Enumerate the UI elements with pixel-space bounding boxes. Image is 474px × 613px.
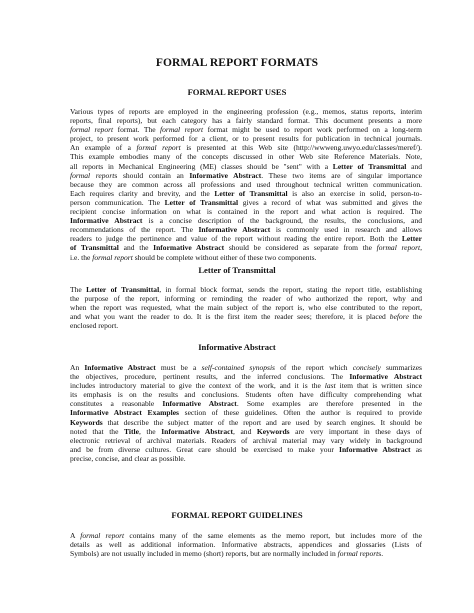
section-heading-report-guidelines: FORMAL REPORT GUIDELINES bbox=[171, 510, 303, 520]
section-heading-letter-of-transmittal: Letter of Transmittal bbox=[198, 265, 276, 275]
text-line: the purpose of the report, informing or reminding the reader of who authorized the report, why and bbox=[70, 294, 422, 304]
text-line: The Letter of Transmittal, in formal block format, sends the report, stating the report title, establishing bbox=[70, 285, 422, 294]
text-line: A formal report contains many of the same elements as the memo report, but includes more of the bbox=[70, 531, 422, 540]
text-line-with-link[interactable]: An example of a formal report is presented at this Web site (http://wwweng.uwyo.edu/classes/meref/). bbox=[70, 143, 422, 153]
text-line: details as well as additional information. Informative abstracts, appendices and glossaries (Lists of bbox=[70, 540, 422, 550]
text-line: Keywords that describe the subject matter of the report and are used by search engines. It should be bbox=[70, 417, 422, 427]
text-line: and be from diverse cultures. Great care should be exercised to make your Informative Abstract as bbox=[70, 444, 422, 454]
text-line: constitutes a reasonable Informative Abstract. Some examples are therefore presented in the bbox=[70, 399, 422, 409]
text-line: the objectives, procedure, pertinent results, and the inferred conclusions. The Informative Abstract bbox=[70, 372, 422, 382]
text-line: Symbols) are not usually included in memo (short) reports, but are normally included in formal reports. bbox=[70, 549, 384, 559]
paragraph-report-guidelines bbox=[70, 531, 422, 558]
text-line: Various types of reports are employed in the engineering profession (e.g., memos, status reports, interim bbox=[70, 107, 422, 116]
text-line: Informative Abstract is a concise description of the background, the results, the conclusions, and bbox=[70, 216, 422, 226]
text-line: project, to present work performed for a client, or to present results for publication in technical journals. bbox=[70, 134, 422, 144]
text-line: all reports in Mechanical Engineering (ME) classes should be "sent" with a Letter of Transmittal and bbox=[70, 161, 422, 171]
text-line: enclosed report. bbox=[70, 321, 119, 331]
text-line: i.e. the formal report should be complete without either of these two components. bbox=[70, 252, 317, 262]
text-line: formal report format. The formal report format might be used to report work performed on a long-term bbox=[70, 125, 422, 135]
text-line: recipient concise information on what is contained in the report and what action is required. The bbox=[70, 207, 422, 217]
section-heading-informative-abstract: Informative Abstract bbox=[198, 342, 276, 352]
text-line: when the report was requested, what the main subject of the report is, who else contributed to the report, bbox=[70, 303, 422, 313]
text-line: includes introductory material to give the context of the work, and it is the last item that is written since bbox=[70, 381, 422, 391]
paragraph-informative-abstract bbox=[70, 363, 422, 463]
paragraph-report-uses bbox=[70, 107, 422, 262]
text-line: Each requires clarity and brevity, and the Letter of Transmittal is also an exercise in solid, person-to- bbox=[70, 188, 422, 198]
text-line: recommendations of the report. The Informative Abstract is commonly used in research and allows bbox=[70, 225, 422, 235]
section-heading-report-uses: FORMAL REPORT USES bbox=[187, 87, 287, 97]
text-line: An Informative Abstract must be a self-contained synopsis of the report which concisely summarizes bbox=[70, 363, 422, 372]
text-line: noted that the Title, the Informative Abstract, and Keywords are very important in these days of bbox=[70, 426, 422, 436]
text-line: and what you want the reader to do. It is the first item the reader sees; therefore, it is placed before the bbox=[70, 312, 422, 322]
text-line: formal reports should contain an Informative Abstract. These two items are of singular importance bbox=[70, 170, 422, 180]
text-line: of Transmittal and the Informative Abstract should be considered as separate from the formal report, bbox=[70, 243, 422, 253]
paragraph-letter-of-transmittal bbox=[70, 285, 422, 330]
text-line: its emphasis is on the results and conclusions. Students often have difficulty comprehending what bbox=[70, 390, 422, 400]
text-line: This example embodies many of the concepts discussed in other Web site Reference Materials. Note, bbox=[70, 152, 422, 162]
text-line: reports, final reports), but each category has a fairly standard format. This document presents a more bbox=[70, 116, 422, 126]
text-line: precise, concise, and clear as possible. bbox=[70, 453, 186, 463]
text-line: person communication. The Letter of Transmittal gives a record of what was submitted and gives the bbox=[70, 197, 422, 207]
text-line: readers to judge the pertinence and value of the report without reading the entire report. Both the Letter bbox=[70, 234, 422, 244]
text-line: electronic retrieval of archival materials. Readers of archival material may vary widely in background bbox=[70, 435, 422, 445]
document-title: FORMAL REPORT FORMATS bbox=[155, 57, 319, 69]
text-line: because they are common across all professions and used throughout technical written communication. bbox=[70, 179, 422, 189]
text-line: Informative Abstract Examples section of these guidelines. Often the author is required to provide bbox=[70, 408, 422, 418]
